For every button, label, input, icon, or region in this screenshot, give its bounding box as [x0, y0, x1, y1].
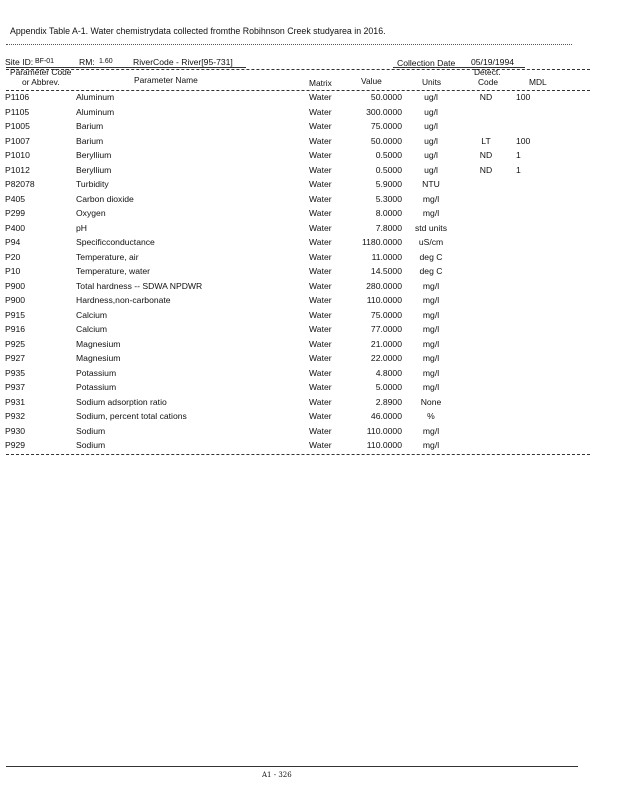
cell-matrix: Water: [309, 280, 332, 291]
cell-param-name: Sodium: [76, 425, 106, 436]
cell-matrix: Water: [309, 425, 332, 436]
cell-value: 0.5000: [375, 150, 402, 160]
cell-param-code: P400: [5, 222, 26, 233]
table-row: [0, 165, 618, 179]
cell-param-name: Total hardness -- SDWA NPDWR: [76, 280, 203, 291]
col-detect-code: Code: [478, 77, 499, 87]
cell-param-code: P932: [5, 411, 26, 421]
cell-param-name: Hardness,non-carbonate: [76, 295, 171, 305]
cell-units: ug/l: [424, 92, 438, 102]
table-row: [0, 136, 618, 150]
cell-units: mg/l: [422, 208, 440, 218]
cell-units: mg/l: [422, 295, 440, 305]
cell-value: 1180.0000: [362, 237, 402, 247]
table-row: [0, 150, 618, 164]
cell-param-name: Sodium adsorption ratio: [76, 396, 167, 407]
col-param-code: Parameter Code: [10, 67, 72, 77]
cell-param-code: P927: [5, 353, 26, 363]
cell-matrix: Water: [309, 382, 332, 392]
cell-param-name: Calcium: [76, 324, 108, 334]
cell-param-name: Specificconductance: [76, 237, 155, 247]
table-row: [0, 92, 618, 106]
col-matrix: Matrix: [309, 78, 332, 88]
cell-units: mg/l: [422, 353, 440, 363]
cell-param-code: P937: [5, 382, 26, 392]
meta-underline-right: [393, 67, 525, 68]
cell-mdl: 1: [516, 164, 521, 175]
cell-matrix: Water: [309, 324, 332, 334]
table-row: [0, 179, 618, 193]
cell-units: mg/l: [422, 367, 440, 378]
cell-mdl: 1: [516, 150, 521, 160]
cell-matrix: Water: [309, 295, 332, 305]
cell-value: 0.5000: [375, 164, 402, 175]
cell-units: mg/l: [422, 440, 440, 450]
cell-mdl: 100: [516, 135, 531, 146]
cell-param-name: Aluminum: [76, 92, 115, 102]
cell-units: mg/l: [422, 193, 440, 204]
site-id-value: BF-01: [35, 58, 55, 65]
cell-detect-code: ND: [479, 92, 493, 102]
table-row: [0, 426, 618, 440]
table-row: [0, 295, 618, 309]
cell-value: 14.5000: [370, 266, 402, 276]
cell-matrix: Water: [309, 367, 332, 378]
cell-param-name: Calcium: [76, 309, 108, 320]
cell-param-name: Temperature, air: [76, 251, 139, 262]
cell-param-code: P1012: [5, 164, 30, 175]
cell-param-name: Oxygen: [76, 208, 106, 218]
footer-rule: [6, 766, 578, 767]
table-row: [0, 324, 618, 338]
cell-matrix: Water: [309, 411, 332, 421]
cell-units: mg/l: [422, 338, 440, 349]
cell-matrix: Water: [309, 179, 332, 189]
cell-mdl: 100: [516, 92, 531, 102]
cell-param-name: Aluminum: [76, 106, 115, 117]
cell-param-code: P925: [5, 338, 26, 349]
table-row: [0, 339, 618, 353]
cell-value: 75.0000: [370, 121, 402, 131]
cell-param-code: P299: [5, 208, 26, 218]
cell-param-name: Barium: [76, 135, 104, 146]
table-bottom-rule: [6, 454, 590, 455]
river-code: RiverCode - River[95-731]: [133, 57, 233, 67]
cell-param-code: P94: [5, 237, 21, 247]
cell-matrix: Water: [309, 353, 332, 363]
cell-param-code: P929: [5, 440, 26, 450]
cell-param-code: P82078: [5, 179, 35, 189]
cell-param-code: P900: [5, 280, 26, 291]
table-row: [0, 223, 618, 237]
cell-param-code: P1005: [5, 121, 30, 131]
caption-divider: [6, 44, 572, 45]
cell-value: 110.0000: [366, 425, 402, 436]
cell-matrix: Water: [309, 338, 332, 349]
cell-param-name: Beryllium: [76, 150, 112, 160]
cell-param-code: P10: [5, 266, 21, 276]
cell-value: 110.0000: [366, 440, 402, 450]
cell-param-name: Turbidity: [76, 179, 109, 189]
table-row: [0, 397, 618, 411]
cell-matrix: Water: [309, 237, 332, 247]
cell-param-code: P916: [5, 324, 26, 334]
cell-units: mg/l: [422, 425, 440, 436]
cell-units: NTU: [422, 179, 440, 189]
header-bottom-rule: [6, 90, 590, 91]
cell-matrix: Water: [309, 208, 332, 218]
table-row: [0, 411, 618, 425]
cell-param-name: Potassium: [76, 382, 117, 392]
header-top-rule: [6, 69, 590, 70]
cell-matrix: Water: [309, 135, 332, 146]
cell-value: 5.3000: [375, 193, 402, 204]
cell-units: ug/l: [424, 164, 438, 175]
cell-value: 2.8900: [375, 396, 402, 407]
cell-units: mg/l: [422, 309, 440, 320]
cell-param-name: Temperature, water: [76, 266, 151, 276]
table-caption: Appendix Table A-1. Water chemistrydata collected fromthe Robihnson Creek studyarea in 2016.: [10, 26, 386, 36]
cell-value: 22.0000: [370, 353, 402, 363]
cell-units: uS/cm: [418, 237, 444, 247]
cell-units: ug/l: [424, 106, 438, 117]
cell-param-name: Beryllium: [76, 164, 112, 175]
cell-matrix: Water: [309, 164, 332, 175]
cell-param-code: P930: [5, 425, 26, 436]
cell-param-code: P20: [5, 251, 21, 262]
cell-units: std units: [414, 222, 447, 233]
cell-param-code: P1106: [5, 92, 30, 102]
cell-value: 4.8000: [375, 367, 402, 378]
cell-param-code: P935: [5, 367, 26, 378]
cell-matrix: Water: [309, 193, 332, 204]
cell-units: mg/l: [422, 324, 440, 334]
cell-value: 11.0000: [371, 251, 402, 262]
cell-detect-code: ND: [479, 150, 493, 160]
cell-param-name: Barium: [76, 121, 104, 131]
col-value: Value: [361, 76, 382, 86]
col-param-abbrev: or Abbrev.: [22, 77, 60, 87]
cell-value: 7.8000: [375, 222, 402, 233]
table-row: [0, 107, 618, 121]
col-detect: Detect.: [474, 67, 501, 77]
cell-value: 300.0000: [366, 106, 402, 117]
cell-value: 5.0000: [375, 382, 402, 392]
cell-units: %: [427, 411, 435, 421]
table-row: [0, 194, 618, 208]
cell-param-name: Magnesium: [76, 353, 121, 363]
table-row: [0, 208, 618, 222]
col-mdl: MDL: [529, 77, 547, 87]
table-row: [0, 382, 618, 396]
table-row: [0, 266, 618, 280]
cell-matrix: Water: [309, 92, 332, 102]
cell-param-name: Magnesium: [76, 338, 121, 349]
cell-value: 77.0000: [370, 324, 402, 334]
cell-matrix: Water: [309, 266, 332, 276]
rm-label: RM:: [79, 57, 95, 67]
cell-value: 21.0000: [370, 338, 402, 349]
cell-matrix: Water: [309, 440, 332, 450]
cell-param-code: P931: [5, 396, 26, 407]
table-row: [0, 121, 618, 135]
cell-value: 280.0000: [366, 280, 402, 291]
cell-param-name: pH: [76, 222, 87, 233]
cell-matrix: Water: [309, 251, 332, 262]
table-row: [0, 310, 618, 324]
cell-param-code: P900: [5, 295, 26, 305]
col-param-name: Parameter Name: [134, 75, 198, 85]
cell-matrix: Water: [309, 150, 332, 160]
cell-param-code: P1010: [5, 150, 30, 160]
cell-units: ug/l: [424, 121, 438, 131]
cell-param-name: Carbon dioxide: [76, 193, 134, 204]
cell-param-name: Potassium: [76, 367, 117, 378]
cell-value: 5.9000: [375, 179, 402, 189]
cell-units: None: [420, 396, 442, 407]
cell-value: 110.0000: [366, 295, 402, 305]
cell-units: deg C: [419, 266, 443, 276]
cell-detect-code: ND: [479, 164, 493, 175]
collection-date-label: Collection Date: [397, 58, 456, 68]
cell-matrix: Water: [309, 222, 332, 233]
cell-param-code: P915: [5, 309, 26, 320]
collection-date-value: 05/19/1994: [471, 57, 515, 67]
cell-param-name: Sodium: [76, 440, 106, 450]
cell-units: ug/l: [424, 135, 438, 146]
table-row: [0, 440, 618, 454]
cell-param-code: P1007: [5, 135, 30, 146]
cell-value: 75.0000: [370, 309, 402, 320]
cell-units: ug/l: [424, 150, 438, 160]
cell-param-code: P1105: [5, 106, 30, 117]
cell-matrix: Water: [309, 396, 332, 407]
col-units: Units: [422, 77, 442, 87]
rm-value: 1.60: [99, 58, 113, 65]
cell-units: mg/l: [422, 382, 440, 392]
table-row: [0, 281, 618, 295]
cell-matrix: Water: [309, 309, 332, 320]
cell-units: mg/l: [422, 280, 440, 291]
table-row: [0, 237, 618, 251]
cell-param-code: P405: [5, 193, 26, 204]
table-row: [0, 252, 618, 266]
cell-matrix: Water: [309, 106, 332, 117]
cell-units: deg C: [419, 251, 443, 262]
cell-matrix: Water: [309, 121, 332, 131]
page-number: A1 - 326: [262, 771, 292, 779]
cell-value: 50.0000: [370, 135, 402, 146]
cell-detect-code: LT: [481, 135, 491, 146]
cell-value: 8.0000: [375, 208, 402, 218]
cell-param-name: Sodium, percent total cations: [76, 411, 187, 421]
cell-value: 46.0000: [370, 411, 402, 421]
table-row: [0, 368, 618, 382]
table-row: [0, 353, 618, 367]
cell-value: 50.0000: [370, 92, 402, 102]
site-id-label: Site ID:: [5, 57, 34, 67]
